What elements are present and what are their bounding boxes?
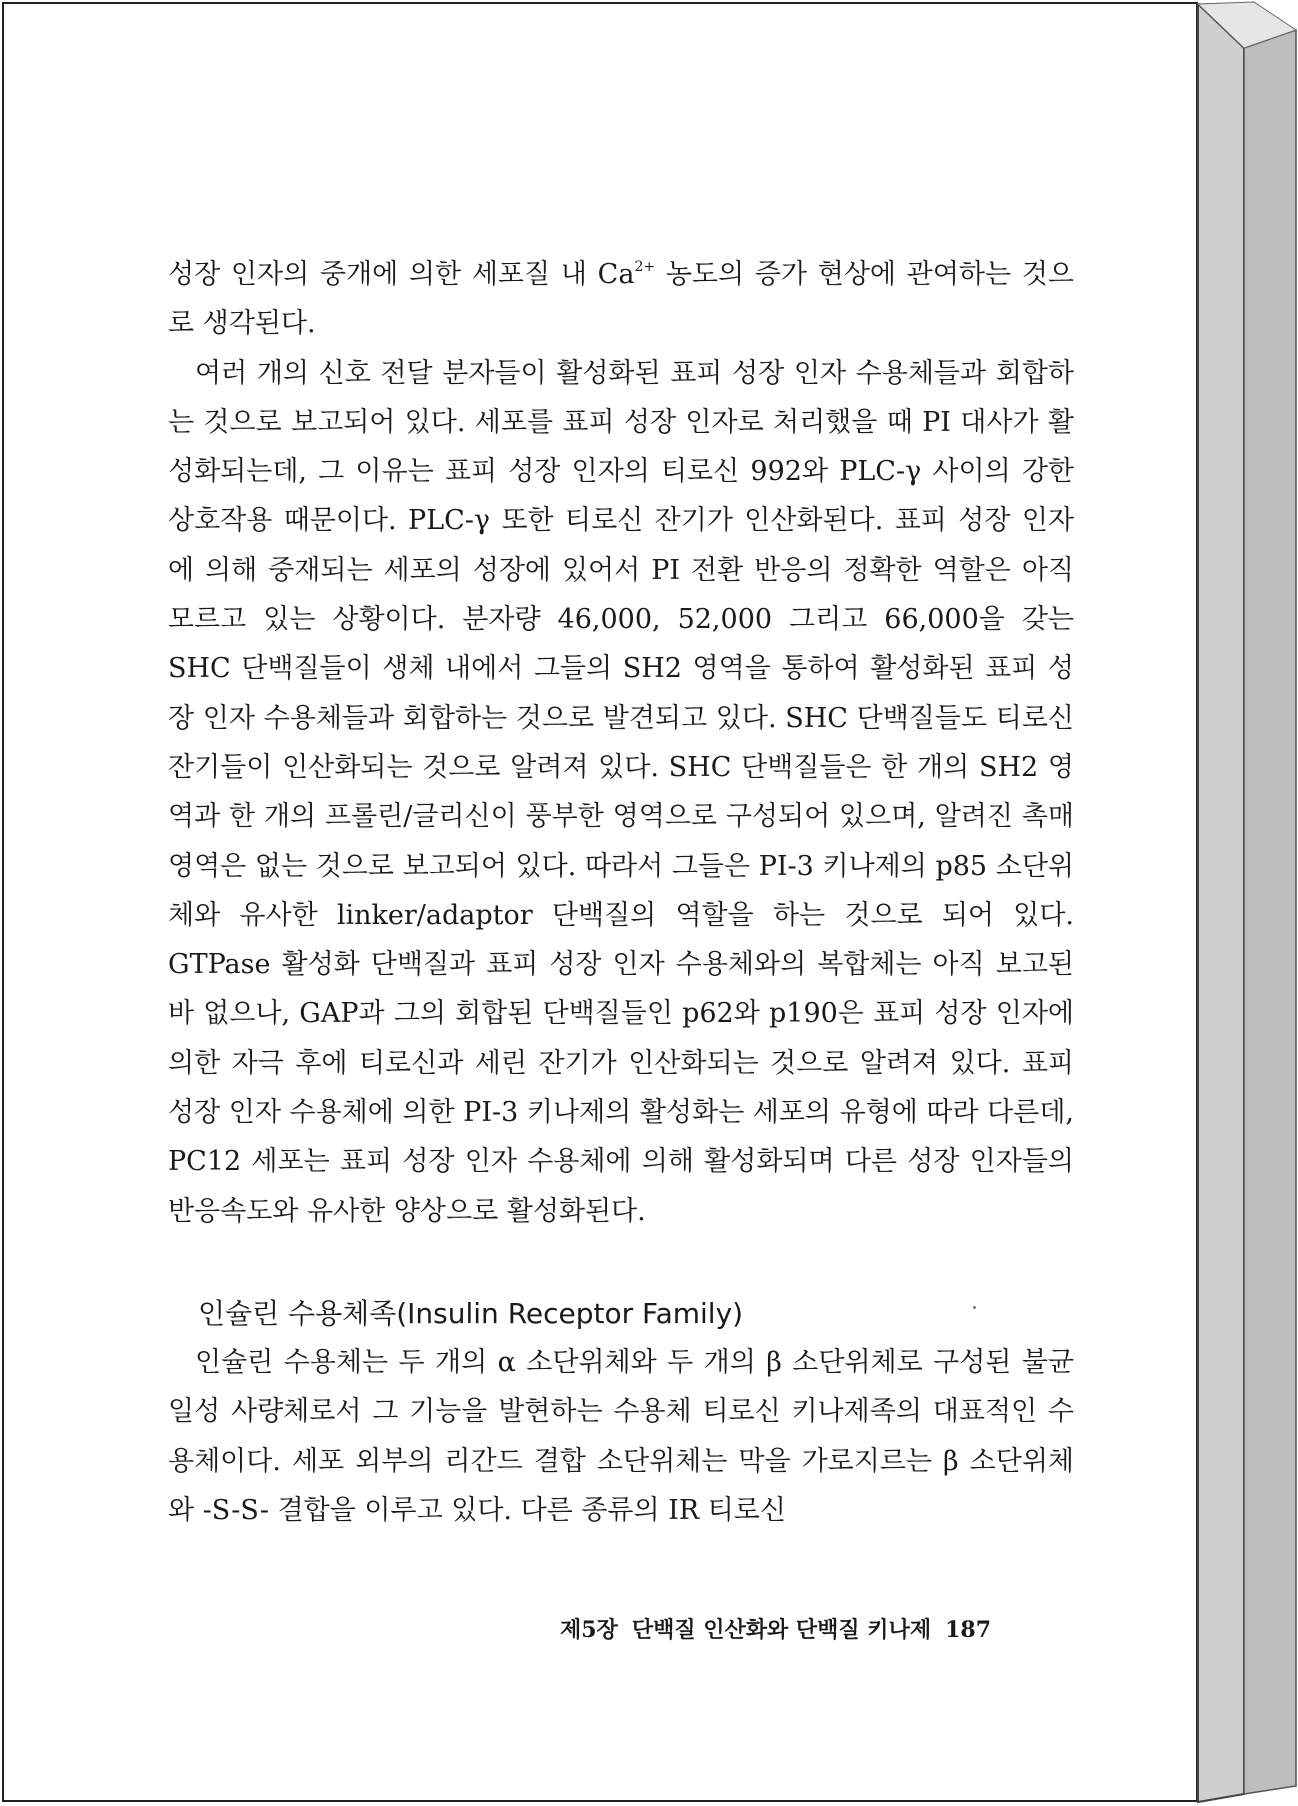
paragraph-1 [168,250,1074,349]
page-number: 187 [945,1617,992,1643]
footer-title: 단백질 인산화와 단백질 키나제 [631,1617,932,1643]
running-footer [560,1613,1040,1644]
paragraph-1-text-a: 성장 인자의 중개에 의한 세포질 내 Ca [168,259,635,290]
calcium-superscript: 2+ [634,259,656,275]
page-body [168,250,1074,1535]
footer-chapter: 제5장 [560,1617,618,1643]
paragraph-2: 여러 개의 신호 전달 분자들이 활성화된 표피 성장 인자 수용체들과 회합하는 것으로 보고되어 있다. 세포를 표피 성장 인자로 처리했을 때 PI 대사가 활성화되는데, 그 이유는 표피 성장 인자의 티로신 992와 PLC-γ 사이의 강한 상호작용 때문이다. PLC-γ 또한 티로신 잔기가 인산화된다. 표피 성장 인자에 의해 중재되는 세포의 성장에 있어서 PI 전환 반응의 정확한 역할은 아직 모르고 있는 상황이다. 분자량 46,000, 52,000 그리고 66,000을 갖는 SHC 단백질들이 생체 내에서 그들의 SH2 영역을 통하여 활성화된 표피 성장 인자 수용체들과 회합하는 것으로 발견되고 있다. SHC 단백질들도 티로신 잔기들이 인산화되는 것으로 알려져 있다. SHC 단백질들은 한 개의 SH2 영역과 한 개의 프롤린/글리신이 풍부한 영역으로 구성되어 있으며, 알려진 촉매 영역은 없는 것으로 보고되어 있다. 따라서 그들은 PI-3 키나제의 p85 소단위체와 유사한 linker/adaptor 단백질의 역할을 하는 것으로 되어 있다. GTPase 활성화 단백질과 표피 성장 인자 수용체와의 복합체는 아직 보고된 바 없으나, GAP과 그의 회합된 단백질들인 p62와 p190은 표피 성장 인자에 의한 자극 후에 티로신과 세린 잔기가 인산화되는 것으로 알려져 있다. 표피 성장 인자 수용체에 의한 PI-3 키나제의 활성화는 세포의 유형에 따라 다른데, PC12 세포는 표피 성장 인자 수용체에 의해 활성화되며 다른 성장 인자들의 반응속도와 유사한 양상으로 활성화된다. [168,357,1074,1227]
speck-mark [973,1306,976,1309]
section-heading: 인슐린 수용체족(Insulin Receptor Family) [198,1296,744,1330]
paragraph-1-text-b: 농도의 증가 현상에 관여하는 것으로 생각된다. [168,259,1074,340]
paragraph-3: 인슐린 수용체는 두 개의 α 소단위체와 두 개의 β 소단위체로 구성된 불균일성 사량체로서 그 기능을 발현하는 수용체 티로신 키나제족의 대표적인 수용체이다. 세포 외부의 리간드 결합 소단위체는 막을 가로지르는 β 소단위체와 -S-S- 결합을 이루고 있다. 다른 종류의 IR 티로신 [168,1346,1074,1526]
